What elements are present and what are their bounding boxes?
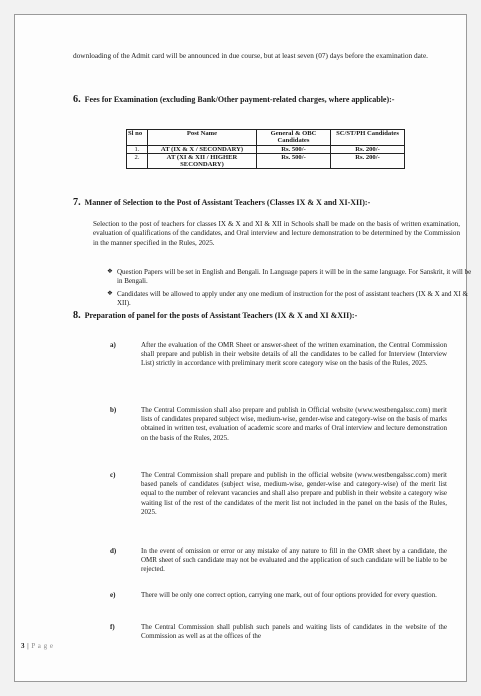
diamond-bullet-icon: ❖ xyxy=(107,268,113,275)
col-header-general: General & OBC Candidates xyxy=(257,130,331,146)
cell-sc-fee: Rs. 200/- xyxy=(331,145,405,153)
item-label: e) xyxy=(110,591,116,599)
document-page xyxy=(14,14,472,682)
fees-table-header-row xyxy=(127,130,405,146)
section-6-number: 6. xyxy=(73,94,81,105)
item-label: f) xyxy=(110,623,115,631)
cell-sc-fee: Rs. 200/- xyxy=(331,153,405,169)
section-8-number: 8. xyxy=(73,310,81,321)
item-label: b) xyxy=(110,406,117,414)
item-text: The Central Commission shall also prepare and publish in Official website (www.westbengalssc.com) merit lists of candidates prepared subject wise, medium-wise, gender-wise and category-wise on the basis of marks obtained in written test, evaluation of academic score and marks of Oral interview and lecture demonstration on the basis of the Rules, 2025. xyxy=(141,406,447,442)
list-item xyxy=(107,290,472,308)
cell-sl: 1. xyxy=(127,145,148,153)
item-text: The Central Commission shall prepare and publish in the official website (www.westbengalssc.com) merit based panels of candidates (subject wise, medium-wise, gender-wise and category-wise) of the merit list equal to the number of relevant vacancies and shall also prepare and publish in their website a category wise waiting list of the rest of the candidates of the merit list not included in the panel on the basis of the Rules, 2025. xyxy=(141,471,447,516)
col-header-sl: Sl no xyxy=(127,130,148,146)
item-label: c) xyxy=(110,471,116,479)
section-8-title: Preparation of panel for the posts of Assistant Teachers (IX & X and XI &XII):- xyxy=(84,311,358,320)
bullet-text: Candidates will be allowed to apply under any one medium of instruction for the post of assistant teachers (IX & X and XI & XII). xyxy=(117,290,468,307)
item-label: a) xyxy=(110,341,116,349)
item-text: The Central Commission shall publish such panels and waiting lists of candidates in the website of the Commission as well as at the offices of the xyxy=(141,623,447,641)
table-row xyxy=(127,153,405,169)
cell-general-fee: Rs. 500/- xyxy=(257,153,331,169)
list-item xyxy=(107,268,472,286)
cell-post: AT (XI & XII / HIGHER SECONDARY) xyxy=(148,153,257,169)
page-footer xyxy=(21,642,54,650)
section-7-paragraph: Selection to the post of teachers for classes IX & X and XI & XII in Schools shall be made on the basis of written examination, evaluation of qualifications of the candidates, and Oral interview and lecture demonstration to be determined by the Commission in the manner specified in the Rules, 2025. xyxy=(93,220,460,247)
fees-table xyxy=(126,129,405,169)
section-6-title: Fees for Examination (excluding Bank/Other payment-related charges, where applicable):- xyxy=(84,95,395,104)
intro-paragraph: downloading of the Admit card will be announced in due course, but at least seven (07) days before the examination date. xyxy=(73,51,429,60)
cell-general-fee: Rs. 500/- xyxy=(257,145,331,153)
section-8-heading xyxy=(73,311,463,321)
page-number: 3 xyxy=(21,642,25,650)
page-separator: | xyxy=(25,642,32,650)
bullet-text: Question Papers will be set in English and Bengali. In Language papers it will be in the same language. For Sanskrit, it will be in Bengali. xyxy=(117,268,472,285)
item-label: d) xyxy=(110,547,117,555)
col-header-sc: SC/ST/PH Candidates xyxy=(331,130,405,146)
section-7-number: 7. xyxy=(73,197,81,208)
cell-post: AT (IX & X / SECONDARY) xyxy=(148,145,257,153)
section-7-heading xyxy=(73,198,463,208)
col-header-post: Post Name xyxy=(148,130,257,146)
item-text: There will be only one correct option, carrying one mark, out of four options provided for every question. xyxy=(141,591,437,599)
table-row xyxy=(127,145,405,153)
page-word: P a g e xyxy=(31,642,54,650)
cell-sl: 2. xyxy=(127,153,148,169)
section-6-heading xyxy=(73,95,453,105)
diamond-bullet-icon: ❖ xyxy=(107,290,113,297)
section-7-title: Manner of Selection to the Post of Assistant Teachers (Classes IX & X and XI-XII):- xyxy=(84,198,371,207)
item-text: After the evaluation of the OMR Sheet or answer-sheet of the written examination, the Central Commission shall prepare and publish in their website details of all the candidates to be called for Interview (Interview List) strictly in accordance with preliminary merit score category wise on the basis of the Rules, 2025. xyxy=(141,341,447,368)
item-text: In the event of omission or error or any mistake of any nature to fill in the OMR sheet by a candidate, the OMR sheet of such candidate may not be evaluated and the application of such candidate will be liable to be rejected. xyxy=(141,547,447,574)
